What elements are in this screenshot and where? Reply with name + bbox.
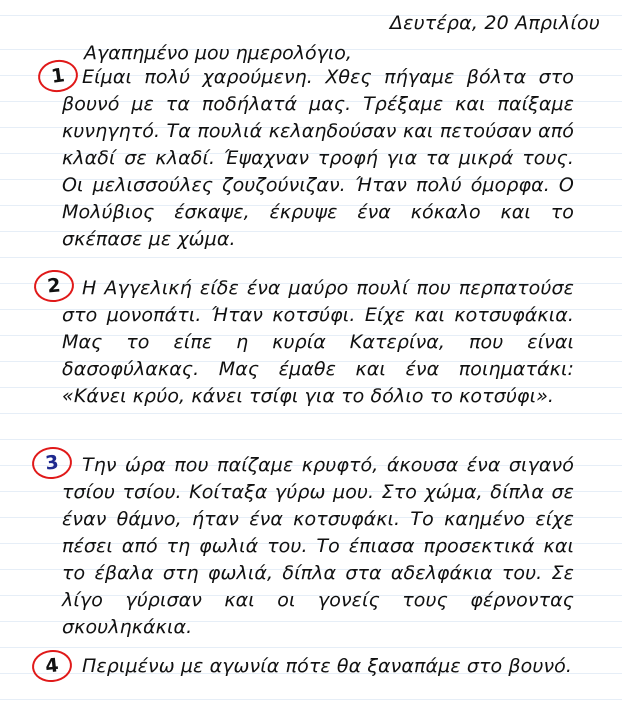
paragraph-1: [62, 64, 574, 253]
paragraph-marker-1: 1: [36, 57, 80, 94]
paragraph-3: [62, 452, 574, 641]
paragraph-4: [62, 653, 574, 680]
paragraph-2: [62, 275, 574, 410]
paragraph-marker-4: 4: [30, 648, 73, 684]
paragraph-marker-3: 3: [30, 445, 73, 481]
paragraph-1-text: Είμαι πολύ χαρούμενη. Χθες πήγαμε βόλτα στο βουνό με τα ποδήλατά μας. Τρέξαμε και παίξαμε κυνηγητό. Τα πουλιά κελαηδούσαν και πετούσαν από κλαδί σε κλαδί. Έψαχναν τροφή για τα μικρά τους. Οι μελισσούλες ζουζούνιζαν. Ήταν πολύ όμορφα. Ο Μολύβιος έσκαψε, έκρυψε ένα κόκαλο και το σκέπασε με χώμα.: [62, 66, 574, 250]
paragraph-marker-2: 2: [33, 268, 76, 303]
diary-date: Δευτέρα, 20 Απριλίου: [389, 12, 600, 34]
diary-greeting: Αγαπημένο μου ημερολόγιο,: [84, 42, 352, 64]
paragraph-2-text: Η Αγγελική είδε ένα μαύρο πουλί που περπατούσε στο μονοπάτι. Ήταν κοτσύφι. Είχε και κοτσυφάκια. Μας το είπε η κυρία Κατερίνα, που είναι δασοφύλακας. Μας έμαθε και ένα ποιηματάκι: «Κάνει κρύο, κάνει τσίφι για το δόλιο το κοτσύφι».: [62, 277, 574, 407]
paragraph-3-text: Την ώρα που παίζαμε κρυφτό, άκουσα ένα σιγανό τσίου τσίου. Κοίταξα γύρω μου. Στο χώμα, δίπλα σε έναν θάμνο, ήταν ένα κοτσυφάκι. Το καημένο είχε πέσει από τη φωλιά του. Το έπιασα προσεκτικά και το έβαλα στη φωλιά, δίπλα στα αδελφάκια του. Σε λίγο γύρισαν και οι γονείς τους φέρνοντας σκουληκάκια.: [62, 454, 574, 638]
paragraph-4-text: Περιμένω με αγωνία πότε θα ξαναπάμε στο βουνό.: [82, 655, 573, 677]
